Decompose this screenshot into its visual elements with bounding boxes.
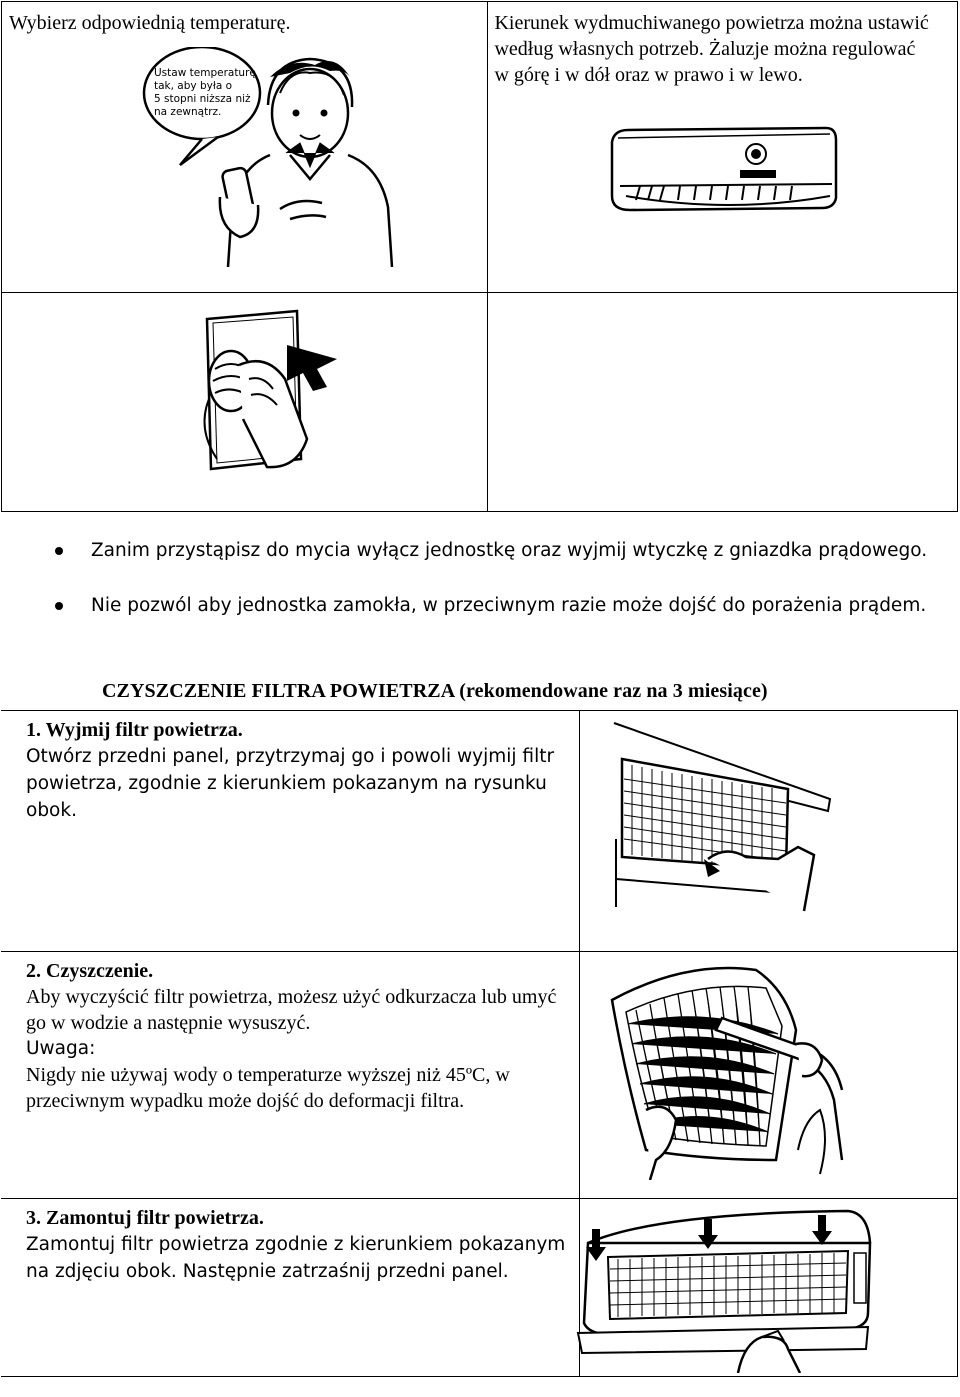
- step-2-body: Aby wyczyścić filtr powietrza, możesz użyć odkurzacza lub umyć go w wodzie a następnie wysuszyć.: [26, 986, 557, 1034]
- temperature-cell: [2, 2, 488, 293]
- indoor-unit-illustration: [600, 124, 850, 224]
- airflow-text: Kierunek wydmuchiwanego powietrza można ustawić według własnych potrzeb. Żaluzje można regulować w górę i w dół oraz w prawo i w lewo.: [494, 12, 929, 86]
- bullet-item: Zanim przystąpisz do mycia wyłącz jednostkę oraz wyjmij wtyczkę z gniazdka prądowego.: [55, 538, 927, 593]
- bubble-line-3: 5 stopni niższa niż: [154, 93, 251, 105]
- step-3-image-cell: [580, 1199, 958, 1377]
- bullet-dot: [55, 547, 63, 555]
- step-3-cell: [1, 1199, 580, 1377]
- top-table: [1, 1, 958, 512]
- bubble-line-4: na zewnątrz.: [154, 106, 222, 118]
- airflow-cell: [488, 2, 958, 293]
- bubble-line-2: tak, aby była o: [154, 80, 233, 92]
- bullet-item: Nie pozwól aby jednostka zamokła, w przeciwnym razie może dojść do porażenia prądem.: [55, 593, 927, 648]
- step-2-cell: [1, 952, 580, 1199]
- bubble-line-1: Ustaw temperaturę: [154, 67, 256, 79]
- step-1-cell: [1, 711, 580, 952]
- safety-bullets: [55, 538, 927, 648]
- step-3-body: Zamontuj filtr powietrza zgodnie z kierunkiem pokazanym na zdjęciu obok. Następnie zatrzaśnij przedni panel.: [26, 1234, 566, 1282]
- remove-filter-illustration: [608, 719, 838, 914]
- step-2-note: Nigdy nie używaj wody o temperaturze wyższej niż 45ºC, w przeciwnym wypadku może dojść do deformacji filtra.: [26, 1064, 510, 1112]
- unplug-illustration: [187, 309, 347, 484]
- empty-cell: [488, 293, 958, 512]
- temperature-illustration: [140, 47, 400, 267]
- step-2-note-label: Uwaga:: [26, 1038, 96, 1059]
- step-1-image-cell: [580, 711, 958, 952]
- step-3-heading: 3. Zamontuj filtr powietrza.: [26, 1207, 264, 1229]
- step-1-body: Otwórz przedni panel, przytrzymaj go i powoli wyjmij filtr powietrza, zgodnie z kierunkiem pokazanym na rysunku obok.: [26, 746, 555, 821]
- section-title: CZYSZCZENIE FILTRA POWIETRZA (rekomendowane raz na 3 miesiące): [102, 680, 768, 702]
- install-filter-illustration: [548, 1203, 888, 1373]
- unplug-cell: [2, 293, 488, 512]
- step-2-image-cell: [580, 952, 958, 1199]
- step-2-heading: 2. Czyszczenie.: [26, 960, 154, 982]
- clean-filter-illustration: [606, 960, 846, 1180]
- step-1-heading: 1. Wyjmij filtr powietrza.: [26, 719, 243, 741]
- steps-table: [1, 710, 958, 1377]
- bullet-dot: [55, 602, 63, 610]
- temperature-text: Wybierz odpowiednią temperaturę.: [9, 12, 291, 34]
